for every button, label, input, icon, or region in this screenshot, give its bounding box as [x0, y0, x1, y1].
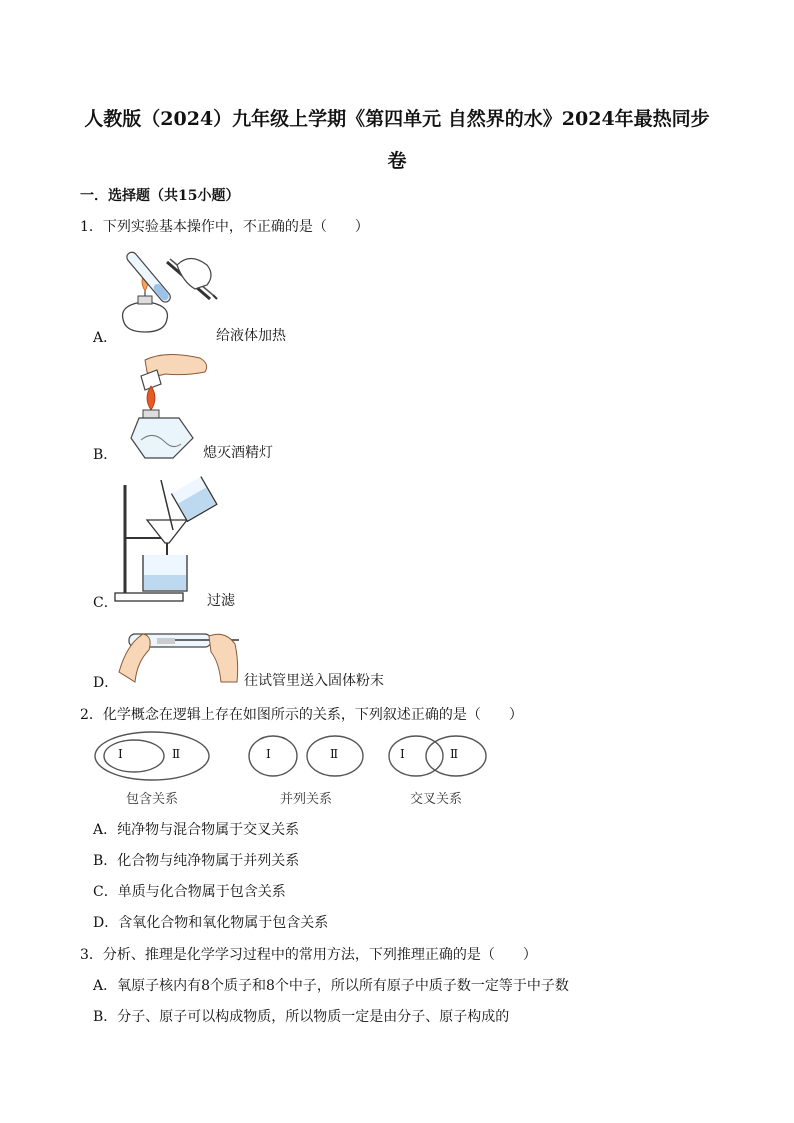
question-1-stem: 1．下列实验基本操作中，不正确的是（ ）: [80, 219, 369, 235]
add-powder-illustration: [117, 622, 245, 684]
question-2-stem: 2．化学概念在逻辑上存在如图所示的关系，下列叙述正确的是（ ）: [80, 707, 523, 723]
inclusion-label-two: Ⅱ: [172, 747, 181, 761]
filtration-illustration: [113, 475, 218, 607]
inclusion-label-one: Ⅰ: [118, 747, 123, 761]
heating-liquid-illustration: [115, 237, 225, 342]
parallel-label-one: Ⅰ: [266, 747, 271, 761]
intersection-caption: 交叉关系: [410, 792, 463, 807]
question-1-option-a-caption: 给液体加热: [216, 328, 286, 344]
question-1-option-c-letter: C．: [93, 595, 118, 611]
document-title-line-2: 卷: [387, 150, 407, 172]
question-2-option-b: B．化合物与纯净物属于并列关系: [93, 853, 300, 869]
question-3-option-a: A．氧原子核内有8个质子和8个中子，所以所有原子中质子数一定等于中子数: [93, 978, 569, 994]
question-1-option-a-letter: A．: [93, 330, 118, 346]
concept-relationship-diagram: [92, 728, 492, 808]
extinguish-lamp-illustration: [125, 350, 215, 462]
parallel-diagram: [247, 732, 367, 780]
question-1-option-b-letter: B．: [93, 447, 118, 463]
question-3-option-b: B．分子、原子可以构成物质，所以物质一定是由分子、原子构成的: [93, 1009, 510, 1025]
inclusion-caption: 包含关系: [126, 792, 179, 807]
question-1-option-c-caption: 过滤: [207, 593, 235, 609]
question-1-option-d-letter: D．: [93, 675, 119, 691]
section-heading: 一．选择题（共15小题）: [80, 188, 240, 204]
question-1-option-b-caption: 熄灭酒精灯: [203, 445, 273, 461]
intersection-label-one: Ⅰ: [400, 747, 405, 761]
question-3-stem: 3．分析、推理是化学学习过程中的常用方法，下列推理正确的是（ ）: [80, 947, 537, 963]
inclusion-diagram: [92, 728, 212, 784]
parallel-caption: 并列关系: [280, 792, 333, 807]
intersection-label-two: Ⅱ: [450, 747, 459, 761]
question-2-option-d: D．含氧化合物和氧化物属于包含关系: [93, 915, 329, 931]
parallel-label-two: Ⅱ: [330, 747, 339, 761]
question-1-option-d-caption: 往试管里送入固体粉末: [244, 673, 384, 689]
question-2-option-c: C．单质与化合物属于包含关系: [93, 884, 286, 900]
document-title-line-1: 人教版（2024）九年级上学期《第四单元 自然界的水》2024年最热同步: [84, 108, 710, 130]
question-2-option-a: A．纯净物与混合物属于交叉关系: [93, 822, 300, 838]
